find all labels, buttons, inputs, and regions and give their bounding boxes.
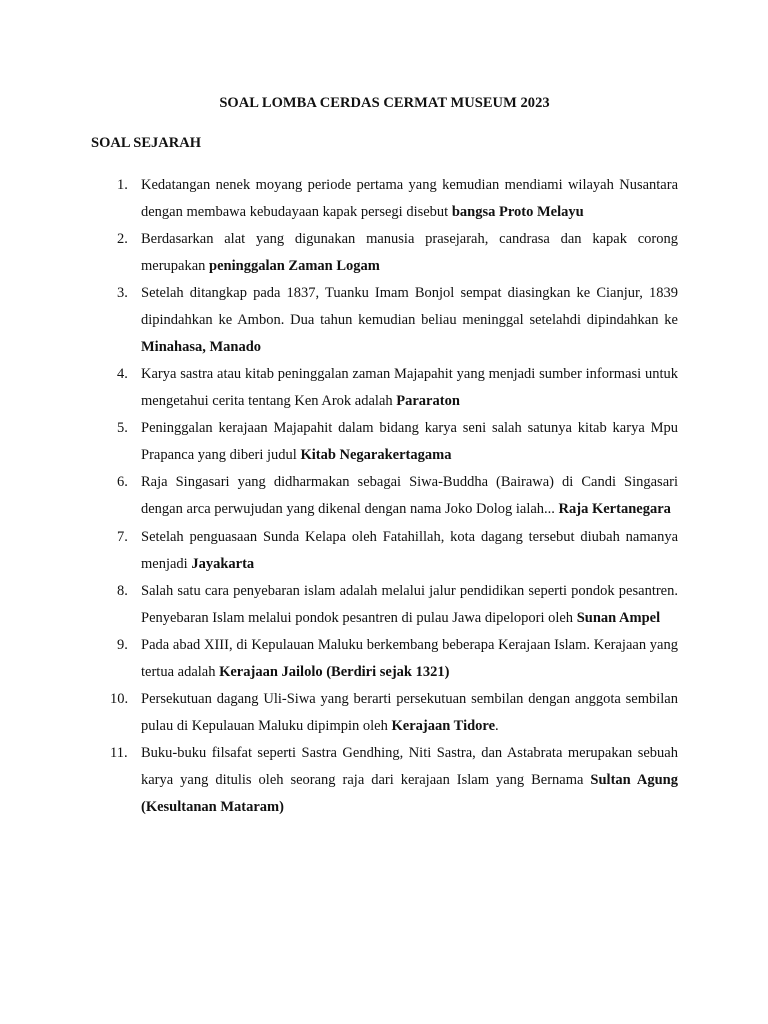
question-text: Persekutuan dagang Uli-Siwa yang berarti persekutuan sembilan dengan anggota sembilan pulau di Kepulauan Maluku dipimpin oleh <box>141 690 678 734</box>
question-item <box>91 524 678 578</box>
question-item <box>91 686 678 740</box>
question-number: 2. <box>117 231 128 248</box>
question-item <box>91 415 678 469</box>
question-list <box>91 172 678 821</box>
question-item <box>91 740 678 821</box>
question-number: 4. <box>117 366 128 383</box>
question-item <box>91 469 678 523</box>
question-number: 1. <box>117 177 128 193</box>
question-answer: Jayakarta <box>191 555 255 572</box>
question-text: Pada abad XIII, di Kepulauan Maluku berkembang beberapa Kerajaan Islam. Kerajaan yang tertua adalah <box>141 636 678 680</box>
section-heading: SOAL SEJARAH <box>91 135 201 151</box>
question-answer: Sunan Ampel <box>576 609 661 626</box>
question-item <box>91 578 678 632</box>
question-text: Setelah penguasaan Sunda Kelapa oleh Fatahillah, kota dagang tersebut diubah namanya menjadi <box>141 528 678 572</box>
question-text: Karya sastra atau kitab peninggalan zaman Majapahit yang menjadi sumber informasi untuk mengetahui cerita tentang Ken Arok adalah <box>141 366 678 410</box>
question-answer: Sultan Agung (Kesultanan Mataram) <box>141 771 678 815</box>
question-item <box>91 280 678 361</box>
question-answer: Raja Kertanegara <box>558 501 671 518</box>
question-number: 5. <box>117 420 128 437</box>
question-answer: Minahasa, Manado <box>141 339 262 356</box>
document-title: SOAL LOMBA CERDAS CERMAT MUSEUM 2023 <box>219 95 550 111</box>
question-item <box>91 632 678 686</box>
question-text: Raja Singasari yang didharmakan sebagai Siwa-Buddha (Bairawa) di Candi Singasari dengan arca perwujudan yang dikenal dengan nama Joko Dolog ialah... <box>141 474 678 518</box>
question-item <box>91 361 678 415</box>
question-text: Setelah ditangkap pada 1837, Tuanku Imam Bonjol sempat diasingkan ke Cianjur, 1839 dipindahkan ke Ambon. Dua tahun kemudian beliau meninggal setelahdi dipindahkan ke <box>141 285 678 329</box>
question-answer: Kitab Negarakertagama <box>300 447 452 464</box>
question-text: Peninggalan kerajaan Majapahit dalam bidang karya seni salah satunya kitab karya Mpu Prapanca yang diberi judul <box>141 420 678 464</box>
question-number: 6. <box>117 474 128 491</box>
question-number: 10. <box>110 690 129 707</box>
question-suffix: . <box>495 717 499 734</box>
question-answer: peninggalan Zaman Logam <box>209 258 380 275</box>
question-text: Buku-buku filsafat seperti Sastra Gendhing, Niti Sastra, dan Astabrata merupakan sebuah karya yang ditulis oleh seorang raja dari kerajaan Islam yang Bernama <box>141 744 678 788</box>
question-text: Kedatangan nenek moyang periode pertama yang kemudian mendiami wilayah Nusantara dengan membawa kebudayaan kapak persegi disebut <box>141 177 678 220</box>
question-answer: Pararaton <box>396 393 460 410</box>
question-answer: Kerajaan Jailolo (Berdiri sejak 1321) <box>219 663 450 680</box>
question-answer: Kerajaan Tidore <box>391 717 496 734</box>
question-text: Salah satu cara penyebaran islam adalah melalui jalur pendidikan seperti pondok pesantren. Penyebaran Islam melalui pondok pesantren di pulau Jawa dipelopori oleh <box>141 582 678 626</box>
question-number: 11. <box>110 744 128 761</box>
question-item <box>91 226 678 280</box>
question-number: 8. <box>117 582 128 599</box>
question-number: 9. <box>117 636 128 653</box>
question-number: 3. <box>117 285 128 302</box>
question-answer: bangsa Proto Melayu <box>451 204 584 220</box>
question-text: Berdasarkan alat yang digunakan manusia prasejarah, candrasa dan kapak corong merupakan <box>141 231 678 275</box>
question-item <box>91 172 678 226</box>
question-number: 7. <box>117 528 128 545</box>
